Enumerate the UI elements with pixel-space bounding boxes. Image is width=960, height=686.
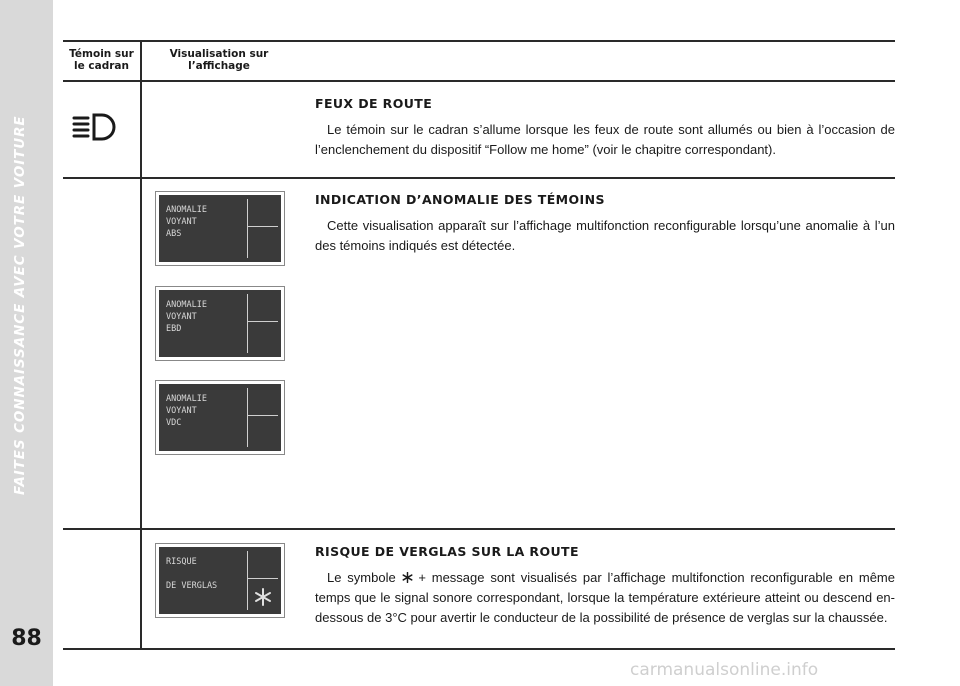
column-header-indicator: Témoin sur le cadran	[69, 48, 134, 72]
chapter-title: FAITES CONNAISSANCE AVEC VOTRE VOITURE	[12, 115, 28, 495]
display-panel-vdc: ANOMALIE VOYANT VDC	[155, 380, 285, 455]
snowflake-icon	[254, 588, 272, 606]
section-title-anomaly: INDICATION D’ANOMALIE DES TÉMOINS	[315, 192, 605, 207]
section-title-ice: RISQUE DE VERGLAS SUR LA ROUTE	[315, 544, 579, 559]
header-rule	[63, 80, 895, 82]
row-divider	[63, 528, 895, 530]
watermark: carmanualsonline.info	[630, 660, 819, 680]
table-top-rule	[63, 40, 895, 42]
table-bottom-rule	[63, 648, 895, 650]
page-number: 88	[11, 626, 42, 651]
display-panel-ice: RISQUE DE VERGLAS	[155, 543, 285, 618]
section-title-high-beam: FEUX DE ROUTE	[315, 96, 433, 111]
section-text-ice: Le symbole + message sont visualisés par l’affichage multifonction reconfigurable en même temps que le signal sonore correspondant, lorsque la température extérieure atteint ou descend en-dessous de 3°C pour avertir le conducteur de la possibilité de présence de verglas sur la chaussée.	[315, 570, 895, 625]
high-beam-icon	[72, 112, 124, 142]
snowflake-icon	[402, 572, 413, 583]
display-panel-abs: ANOMALIE VOYANT ABS	[155, 191, 285, 266]
sidebar	[0, 0, 53, 686]
section-text-high-beam: Le témoin sur le cadran s’allume lorsque les feux de route sont allumés ou bien à l’occasion de l’enclenchement du dispositif “Follow me home” (voir le chapitre correspondant).	[315, 122, 895, 157]
row-divider	[63, 177, 895, 179]
column-header-display: Visualisation sur l’affichage	[169, 48, 269, 72]
column-divider	[140, 41, 142, 649]
section-text-anomaly: Cette visualisation apparaît sur l’affichage multifonction reconfigurable lorsqu’une anomalie à l’un des témoins indiqués est détectée.	[315, 218, 895, 253]
display-panel-ebd: ANOMALIE VOYANT EBD	[155, 286, 285, 361]
